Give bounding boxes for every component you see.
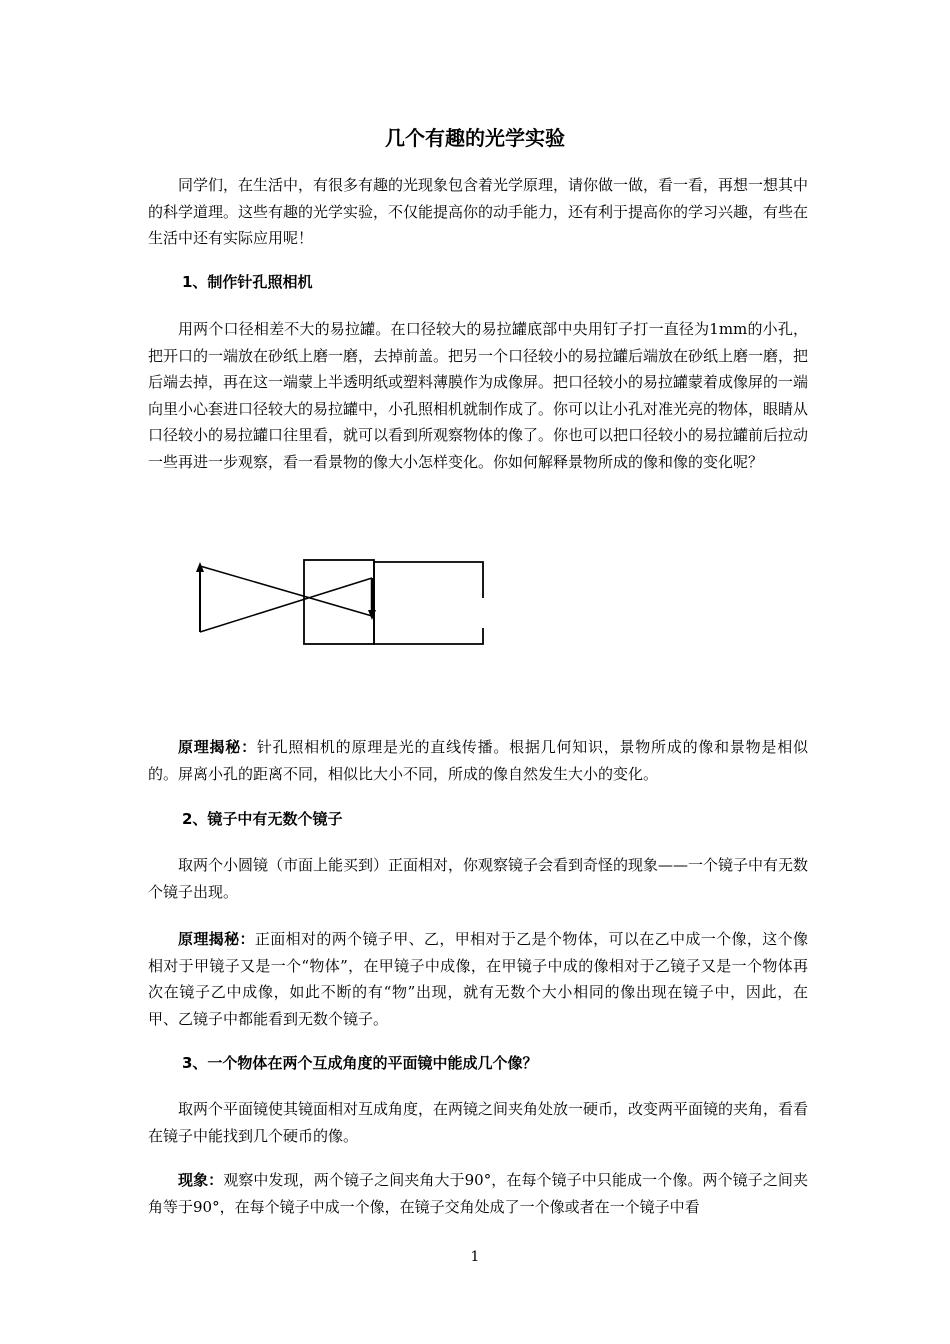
section-2-principle — [148, 926, 808, 1032]
section-3-phenomenon — [148, 1167, 808, 1220]
section-2-heading: 2、镜子中有无数个镜子 — [182, 810, 343, 828]
pinhole-camera-diagram — [190, 548, 490, 652]
small-can — [374, 562, 483, 644]
section-3-body: 取两个平面镜使其镜面相对互成角度，在两镜之间夹角处放一硬币，改变两平面镜的夹角，看看在镜子中能找到几个硬币的像。 — [148, 1100, 809, 1145]
ray-bottom — [200, 578, 372, 632]
section-1-principle-label: 原理揭秘： — [178, 738, 257, 756]
section-2-principle-text: 正面相对的两个镜子甲、乙，甲相对于乙是个物体，可以在乙中成一个像，这个像相对于甲镜子又是一个“物体”，在甲镜子中成像，在甲镜子中成的像相对于乙镜子又是一个物体再次在镜子乙中成像，如此不断的有“物”出现，就有无数个大小相同的像出现在镜子中，因此，在甲、乙镜子中都能看到无数个镜子。 — [148, 930, 808, 1028]
section-1-principle — [148, 734, 808, 787]
large-can — [304, 560, 374, 644]
section-1-body: 用两个口径相差不大的易拉罐。在口径较大的易拉罐底部中央用钉子打一直径为1mm的小孔，把开口的一端放在砂纸上磨一磨，去掉前盖。把另一个口径较小的易拉罐后端放在砂纸上磨一磨，把后端去掉，再在这一端蒙上半透明纸或塑料薄膜作为成像屏。把口径较小的易拉罐蒙着成像屏的一端向里小心套进口径较大的易拉罐中，小孔照相机就制作成了。你可以让小孔对准光亮的物体，眼睛从口径较小的易拉罐口往里看，就可以看到所观察物体的像了。你也可以把口径较小的易拉罐前后拉动一些再进一步观察，看一看景物的像大小怎样变化。你如何解释景物所成的像和像的变化呢？ — [148, 320, 809, 471]
section-3-phenomenon-label: 现象： — [178, 1171, 224, 1189]
section-2-principle-label: 原理揭秘： — [178, 930, 255, 948]
section-3-phenomenon-text: 观察中发现，两个镜子之间夹角大于90°，在每个镜子中只能成一个像。两个镜子之间夹角等于90°，在每个镜子中成一个像，在镜子交角处成了一个像或者在一个镜子中看 — [148, 1171, 808, 1216]
ray-top — [200, 566, 372, 616]
page-number: 1 — [470, 1249, 480, 1265]
section-1-principle-text: 针孔照相机的原理是光的直线传播。根据几何知识，景物所成的像和景物是相似的。屏离小孔的距离不同，相似比大小不同，所成的像自然发生大小的变化。 — [148, 738, 808, 783]
page-title: 几个有趣的光学实验 — [385, 126, 565, 150]
section-1-heading: 1、制作针孔照相机 — [182, 273, 313, 291]
section-3-heading: 3、一个物体在两个互成角度的平面镜中能成几个像？ — [182, 1054, 538, 1072]
intro-paragraph: 同学们，在生活中，有很多有趣的光现象包含着光学原理，请你做一做，看一看，再想一想其中的科学道理。这些有趣的光学实验，不仅能提高你的动手能力，还有利于提高你的学习兴趣，有些在生活中还有实际应用呢！ — [148, 176, 809, 247]
section-2-body: 取两个小圆镜（市面上能买到）正面相对，你观察镜子会看到奇怪的现象——一个镜子中有无数个镜子出现。 — [148, 856, 809, 901]
